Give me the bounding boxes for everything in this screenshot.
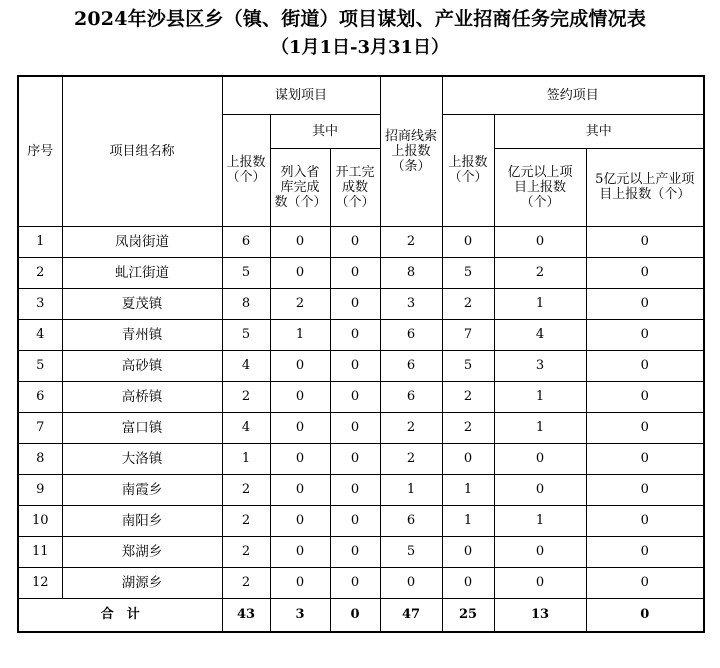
cell-plan-reported: 2	[222, 505, 270, 536]
cell-seq: 8	[18, 443, 62, 474]
cell-seq: 10	[18, 505, 62, 536]
cell-signed-reported: 5	[442, 257, 494, 288]
cell-seq: 1	[18, 226, 62, 257]
total-signed-500m: 0	[586, 598, 704, 632]
cell-plan-provincial: 0	[270, 567, 330, 598]
cell-signed-500m: 0	[586, 226, 704, 257]
cell-signed-500m: 0	[586, 474, 704, 505]
cell-group-name: 虬江街道	[62, 257, 222, 288]
table-row	[18, 381, 704, 412]
cell-plan-provincial: 0	[270, 412, 330, 443]
cell-leads: 2	[380, 226, 442, 257]
cell-signed-500m: 0	[586, 350, 704, 381]
header-group: 项目组名称	[62, 76, 222, 226]
cell-plan-reported: 5	[222, 257, 270, 288]
cell-leads: 0	[380, 567, 442, 598]
cell-signed-100m: 0	[494, 536, 586, 567]
cell-plan-provincial: 0	[270, 257, 330, 288]
cell-leads: 6	[380, 381, 442, 412]
total-leads: 47	[380, 598, 442, 632]
cell-signed-500m: 0	[586, 257, 704, 288]
header-signed-of-which: 其中	[494, 114, 704, 148]
cell-signed-reported: 0	[442, 226, 494, 257]
header-planning: 谋划项目	[222, 76, 380, 114]
cell-signed-100m: 1	[494, 412, 586, 443]
header-leads: 招商线索上报数（条）	[380, 76, 442, 226]
cell-signed-500m: 0	[586, 381, 704, 412]
cell-plan-provincial: 1	[270, 319, 330, 350]
cell-group-name: 夏茂镇	[62, 288, 222, 319]
cell-leads: 5	[380, 536, 442, 567]
header-signed-100m: 亿元以上项目上报数（个）	[494, 148, 586, 226]
page-title: 2024年沙县区乡（镇、街道）项目谋划、产业招商任务完成情况表	[73, 8, 647, 30]
cell-plan-started: 0	[330, 226, 380, 257]
header-planning-reported: 上报数（个）	[222, 114, 270, 226]
cell-signed-500m: 0	[586, 443, 704, 474]
header-signed: 签约项目	[442, 76, 704, 114]
table-row	[18, 226, 704, 257]
total-signed-reported: 25	[442, 598, 494, 632]
cell-leads: 2	[380, 412, 442, 443]
cell-plan-provincial: 0	[270, 505, 330, 536]
cell-plan-started: 0	[330, 257, 380, 288]
cell-plan-provincial: 0	[270, 226, 330, 257]
cell-plan-started: 0	[330, 474, 380, 505]
cell-leads: 3	[380, 288, 442, 319]
cell-group-name: 南霞乡	[62, 474, 222, 505]
cell-signed-reported: 2	[442, 412, 494, 443]
cell-seq: 9	[18, 474, 62, 505]
cell-signed-reported: 1	[442, 505, 494, 536]
cell-plan-reported: 4	[222, 350, 270, 381]
cell-plan-reported: 2	[222, 381, 270, 412]
cell-group-name: 青州镇	[62, 319, 222, 350]
cell-signed-500m: 0	[586, 536, 704, 567]
cell-signed-500m: 0	[586, 288, 704, 319]
cell-signed-100m: 1	[494, 505, 586, 536]
cell-plan-started: 0	[330, 536, 380, 567]
total-row	[18, 598, 704, 632]
cell-signed-reported: 2	[442, 288, 494, 319]
cell-signed-100m: 0	[494, 443, 586, 474]
cell-leads: 1	[380, 474, 442, 505]
cell-plan-reported: 1	[222, 443, 270, 474]
table-row	[18, 257, 704, 288]
header-signed-500m: 5亿元以上产业项目上报数（个）	[586, 148, 704, 226]
total-plan-provincial: 3	[270, 598, 330, 632]
cell-signed-100m: 3	[494, 350, 586, 381]
cell-group-name: 凤岗街道	[62, 226, 222, 257]
table-row	[18, 505, 704, 536]
table-row	[18, 319, 704, 350]
cell-signed-reported: 0	[442, 443, 494, 474]
cell-plan-provincial: 0	[270, 381, 330, 412]
header-planning-started: 开工完成数（个）	[330, 148, 380, 226]
cell-plan-reported: 5	[222, 319, 270, 350]
cell-plan-started: 0	[330, 567, 380, 598]
cell-signed-100m: 0	[494, 474, 586, 505]
total-plan-started: 0	[330, 598, 380, 632]
cell-plan-reported: 4	[222, 412, 270, 443]
table-row	[18, 350, 704, 381]
cell-leads: 2	[380, 443, 442, 474]
header-planning-of-which: 其中	[270, 114, 380, 148]
cell-leads: 6	[380, 505, 442, 536]
cell-signed-100m: 1	[494, 381, 586, 412]
cell-plan-started: 0	[330, 443, 380, 474]
table-row	[18, 412, 704, 443]
cell-group-name: 高桥镇	[62, 381, 222, 412]
cell-plan-started: 0	[330, 350, 380, 381]
cell-plan-provincial: 0	[270, 443, 330, 474]
cell-plan-started: 0	[330, 412, 380, 443]
cell-plan-started: 0	[330, 288, 380, 319]
cell-signed-reported: 0	[442, 567, 494, 598]
cell-signed-100m: 4	[494, 319, 586, 350]
total-label: 合 计	[18, 598, 222, 632]
cell-plan-started: 0	[330, 381, 380, 412]
cell-plan-reported: 6	[222, 226, 270, 257]
cell-plan-started: 0	[330, 505, 380, 536]
cell-signed-500m: 0	[586, 567, 704, 598]
cell-seq: 12	[18, 567, 62, 598]
cell-plan-reported: 2	[222, 474, 270, 505]
cell-plan-reported: 8	[222, 288, 270, 319]
cell-plan-started: 0	[330, 319, 380, 350]
cell-plan-provincial: 0	[270, 536, 330, 567]
cell-seq: 2	[18, 257, 62, 288]
table-row	[18, 567, 704, 598]
cell-signed-reported: 1	[442, 474, 494, 505]
cell-signed-500m: 0	[586, 319, 704, 350]
cell-signed-reported: 7	[442, 319, 494, 350]
cell-signed-100m: 0	[494, 567, 586, 598]
cell-leads: 6	[380, 319, 442, 350]
table-row	[18, 536, 704, 567]
cell-seq: 7	[18, 412, 62, 443]
cell-signed-reported: 0	[442, 536, 494, 567]
cell-plan-provincial: 0	[270, 350, 330, 381]
header-signed-reported: 上报数（个）	[442, 114, 494, 226]
cell-plan-provincial: 0	[270, 474, 330, 505]
cell-group-name: 富口镇	[62, 412, 222, 443]
cell-signed-500m: 0	[586, 412, 704, 443]
cell-seq: 5	[18, 350, 62, 381]
cell-signed-500m: 0	[586, 505, 704, 536]
cell-seq: 4	[18, 319, 62, 350]
cell-leads: 8	[380, 257, 442, 288]
header-seq: 序号	[18, 76, 62, 226]
cell-plan-provincial: 2	[270, 288, 330, 319]
table-row	[18, 288, 704, 319]
total-plan-reported: 43	[222, 598, 270, 632]
cell-plan-reported: 2	[222, 567, 270, 598]
total-signed-100m: 13	[494, 598, 586, 632]
cell-seq: 6	[18, 381, 62, 412]
cell-group-name: 高砂镇	[62, 350, 222, 381]
cell-signed-100m: 2	[494, 257, 586, 288]
cell-seq: 11	[18, 536, 62, 567]
cell-signed-reported: 2	[442, 381, 494, 412]
cell-plan-reported: 2	[222, 536, 270, 567]
table-row	[18, 474, 704, 505]
cell-signed-100m: 0	[494, 226, 586, 257]
cell-group-name: 南阳乡	[62, 505, 222, 536]
cell-group-name: 郑湖乡	[62, 536, 222, 567]
cell-seq: 3	[18, 288, 62, 319]
table-row	[18, 443, 704, 474]
page-subtitle: （1月1日-3月31日）	[270, 37, 450, 58]
cell-group-name: 大洛镇	[62, 443, 222, 474]
cell-signed-100m: 1	[494, 288, 586, 319]
cell-group-name: 湖源乡	[62, 567, 222, 598]
cell-signed-reported: 5	[442, 350, 494, 381]
cell-leads: 6	[380, 350, 442, 381]
header-planning-provincial: 列入省库完成数（个）	[270, 148, 330, 226]
task-table	[17, 75, 705, 633]
